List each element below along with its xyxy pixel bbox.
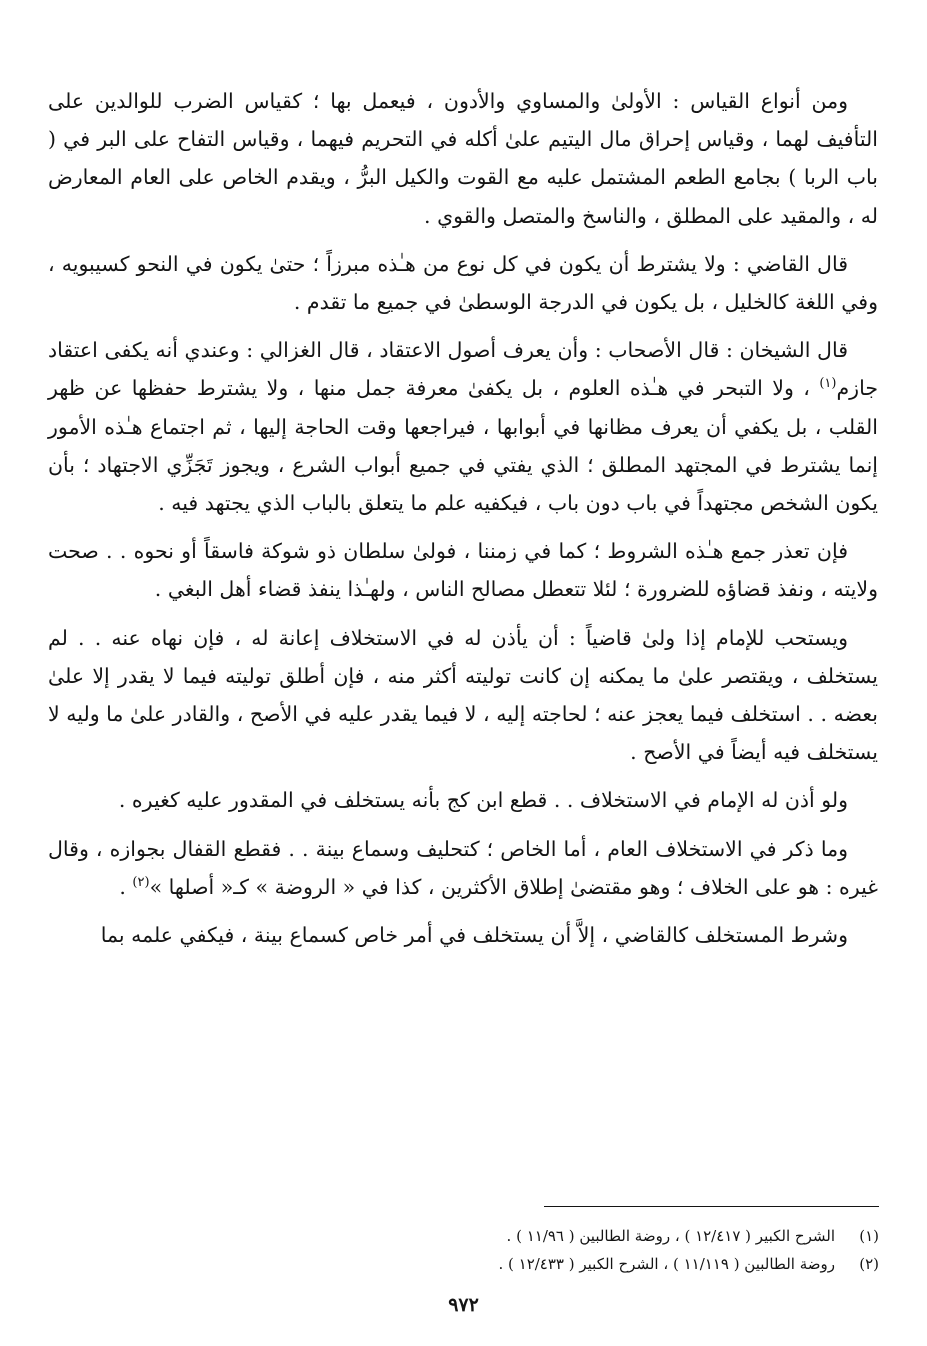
paragraph-istikhlaf: ويستحب للإمام إذا ولىٰ قاضياً : أن يأذن له في الاستخلاف إعانة له ، فإن نهاه عنه . . لم يستخلف ، ويقتصر علىٰ ما يمكنه إن كانت توليته أكثر منه ، فإن أطلق توليته فيما لا يقدر إلا علىٰ بعضه . . استخلف فيما يعجز عنه ؛ لحاجته إليه ، لا فيما يقدر عليه في الأصح ، والقادر علىٰ ما وليه لا يستخلف فيه أيضاً في الأصح . (48, 625, 878, 765)
footnote-divider (544, 1206, 879, 1207)
footnote-ref-1[interactable]: (١) (819, 376, 837, 392)
footnote-1 (49, 1222, 879, 1250)
footnote-2 (49, 1250, 879, 1278)
paragraph-mustakhlaf-condition: وشرط المستخلف كالقاضي ، إلاَّ أن يستخلف في أمر خاص كسماع بينة ، فيكفي علمه بما (100, 923, 848, 948)
paragraph-text-segment: وما ذكر في الاستخلاف العام ، أما الخاص ؛ كتحليف وسماع بينة . . فقطع القفال بجوازه ، وقال غيره : هو على الخلاف ؛ وهو مقتضىٰ إطلاق الأكثرين ، كذا في « الروضة » كـ« أصلها » (48, 836, 878, 899)
paragraph-qiyas-types: ومن أنواع القياس : الأولىٰ والمساوي والأدون ، فيعمل بها ؛ كقياس الضرب للوالدين على التأفيف لهما ، وقياس إحراق مال اليتيم علىٰ أكله في التحريم فيهما ، وقياس التفاح على البر في ( باب الربا ) بجامع الطعم المشتمل عليه مع القوت والكيل البرُّ ، ويقدم الخاص على العام المعارض له ، والمقيد على المطلق ، والناسخ والمتصل والقوي . (48, 89, 878, 228)
paragraph-text-segment: . (119, 874, 133, 899)
footnotes (49, 1222, 879, 1278)
page-number: ٩٧٢ (448, 1294, 479, 1316)
paragraph-conditions-unavailable: فإن تعذر جمع هـٰذه الشروط ؛ كما في زمننا ، فولىٰ سلطان ذو شوكة فاسقاً أو نحوه . . صحت ولايته ، ونفذ قضاؤه للضرورة ؛ لئلا تتعطل مصالح الناس ، ولهـٰذا ينفذ قضاء أهل البغي . (48, 539, 878, 602)
paragraph-imam-permission: ولو أذن له الإمام في الاستخلاف . . قطع ابن كج بأنه يستخلف في المقدور عليه كغيره . (118, 788, 848, 813)
paragraph-shaykhan (48, 331, 878, 522)
paragraph-general-special (48, 830, 878, 906)
footnote-text: روضة الطالبين ( ١١/١١٩ ) ، الشرح الكبير ( ١٢/٤٣٣ ) . (498, 1255, 835, 1273)
paragraph-text-segment: قال الشيخان : قال الأصحاب : وأن يعرف أصول الاعتقاد ، قال الغزالي : وعندي أنه يكفى اعتقاد جازم (48, 338, 878, 401)
footnote-number: (١) (859, 1227, 879, 1245)
paragraph-qadi-condition: قال القاضي : ولا يشترط أن يكون في كل نوع من هـٰذه مبرزاً ؛ حتىٰ يكون في النحو كسيبويه ، وفي اللغة كالخليل ، بل يكون في الدرجة الوسطىٰ في جميع ما تقدم . (48, 251, 878, 315)
paragraph-text-segment: ، ولا التبحر في هـٰذه العلوم ، بل يكفىٰ معرفة جمل منها ، ولا يشترط حفظها عن ظهر القلب ، بل يكفي أن يعرف مظانها في أبوابها ، فيراجعها وقت الحاجة إليها ، ثم اجتماع هـٰذه الأمور إنما يشترط في المجتهد المطلق ؛ الذي يفتي في جميع أبواب الشرع ، ويجوز تَجَزِّي الاجتهاد ؛ بأن يكون الشخص مجتهداً في باب دون باب ، فيكفيه علم ما يتعلق بالباب الذي يجتهد فيه . (48, 376, 878, 516)
footnote-text: الشرح الكبير ( ١٢/٤١٧ ) ، روضة الطالبين ( ١١/٩٦ ) . (506, 1227, 835, 1245)
footnote-ref-2[interactable]: (٢) (132, 875, 150, 891)
main-text (48, 82, 878, 964)
footnote-number: (٢) (859, 1255, 879, 1273)
